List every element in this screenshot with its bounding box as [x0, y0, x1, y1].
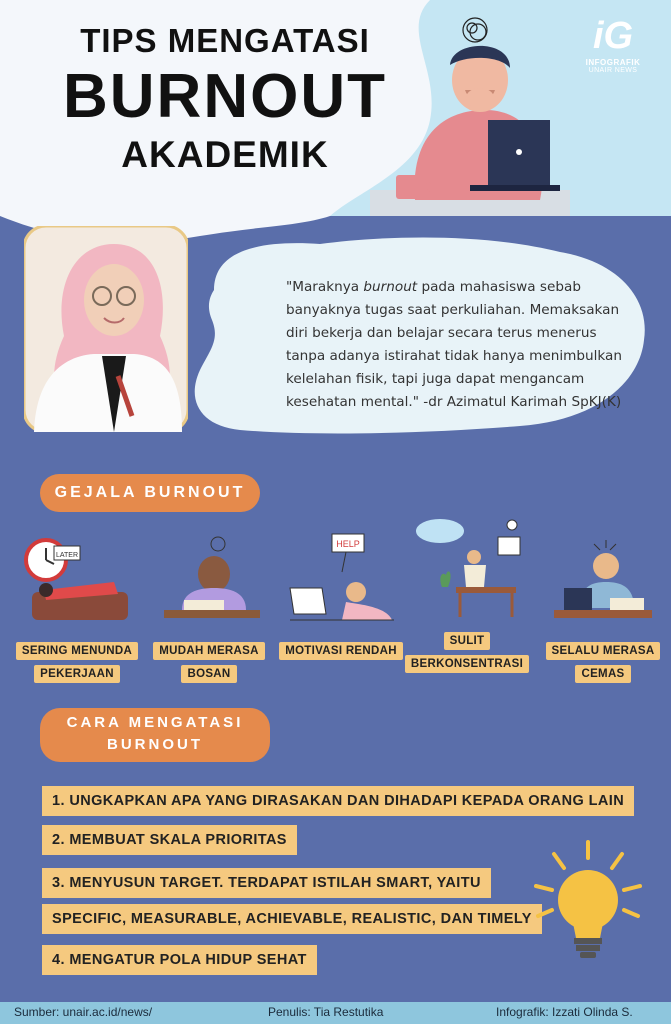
tip-3-continued: SPECIFIC, MEASURABLE, ACHIEVABLE, REALISTIC, DAN TIMELY — [42, 904, 542, 934]
symptom-tag-4a: SULIT — [444, 632, 491, 650]
later-sign-text: LATER — [55, 552, 79, 559]
title-block — [60, 22, 390, 176]
symptom-tag-1b: PEKERJAAN — [34, 665, 120, 683]
symptom-label-2 — [144, 637, 274, 683]
procrastination-icon — [22, 532, 132, 632]
tip-1: 1. UNGKAPKAN APA YANG DIRASAKAN DAN DIHADAPI KEPADA ORANG LAIN — [42, 786, 634, 816]
symptom-label-3 — [276, 637, 406, 660]
symptom-item-3 — [276, 532, 406, 660]
cara-section-label — [40, 708, 270, 762]
title-line-2: BURNOUT — [63, 62, 387, 131]
symptom-tag-3a: MOTIVASI RENDAH — [279, 642, 403, 660]
footer-writer: Penulis: Tia Restutika — [268, 1005, 384, 1019]
cara-title-line-1: CARA MENGATASI — [66, 714, 244, 731]
title-line-3: AKADEMIK — [121, 134, 329, 175]
tip-2: 2. MEMBUAT SKALA PRIORITAS — [42, 825, 297, 855]
logo-text-2: UNAIR NEWS — [588, 67, 638, 74]
stressed-person-illustration — [370, 10, 570, 216]
footer-designer: Infografik: Izzati Olinda S. — [496, 1005, 633, 1019]
symptom-item-4 — [402, 512, 532, 673]
symptom-label-4 — [402, 627, 532, 673]
tip-4: 4. MENGATUR POLA HIDUP SEHAT — [42, 945, 317, 975]
symptom-tag-5a: SELALU MERASA — [546, 642, 661, 660]
title-line-1: TIPS MENGATASI — [80, 22, 370, 59]
doctor-portrait — [24, 226, 188, 432]
quote-text — [286, 276, 626, 414]
symptom-item-1 — [12, 532, 142, 683]
symptom-tag-2a: MUDAH MERASA — [153, 642, 264, 660]
symptom-label-1 — [12, 637, 142, 683]
symptom-tag-4b: BERKONSENTRASI — [405, 655, 529, 673]
quote-part-1: "Maraknya — [286, 279, 364, 295]
infografik-logo — [578, 14, 648, 74]
symptom-label-5 — [538, 637, 668, 683]
quote-part-2: pada mahasiswa sebab banyaknya tugas saat perkuliahan. Memaksakan diri bekerja dan belajar secara terus menerus tanpa adanya istirahat tidak hanya menimbulkan kelelahan fisik, tapi juga dapat mengancam kesehatan mental." -dr Azimatul Karimah SpKJ(K) — [286, 279, 622, 410]
tip-3: 3. MENYUSUN TARGET. TERDAPAT ISTILAH SMART, YAITU — [42, 868, 491, 898]
light-bulb-icon — [528, 838, 648, 968]
quote-italic: burnout — [363, 279, 418, 295]
low-motivation-icon — [286, 532, 396, 632]
daydreaming-icon — [412, 512, 522, 622]
gejala-section-label: GEJALA BURNOUT — [40, 474, 260, 512]
logo-text-1: INFOGRAFIK — [585, 58, 641, 67]
symptom-item-2 — [144, 532, 274, 683]
bored-student-icon — [154, 532, 264, 632]
symptom-tag-5b: CEMAS — [575, 665, 630, 683]
help-sign-text: HELP — [336, 539, 360, 549]
cara-title-line-2: BURNOUT — [107, 736, 203, 753]
symptom-tag-2b: BOSAN — [181, 665, 236, 683]
footer-source: Sumber: unair.ac.id/news/ — [14, 1005, 153, 1019]
logo-mark: iG — [592, 15, 634, 57]
symptom-tag-1a: SERING MENUNDA — [16, 642, 138, 660]
symptom-item-5 — [538, 532, 668, 683]
anxious-icon — [548, 532, 658, 632]
